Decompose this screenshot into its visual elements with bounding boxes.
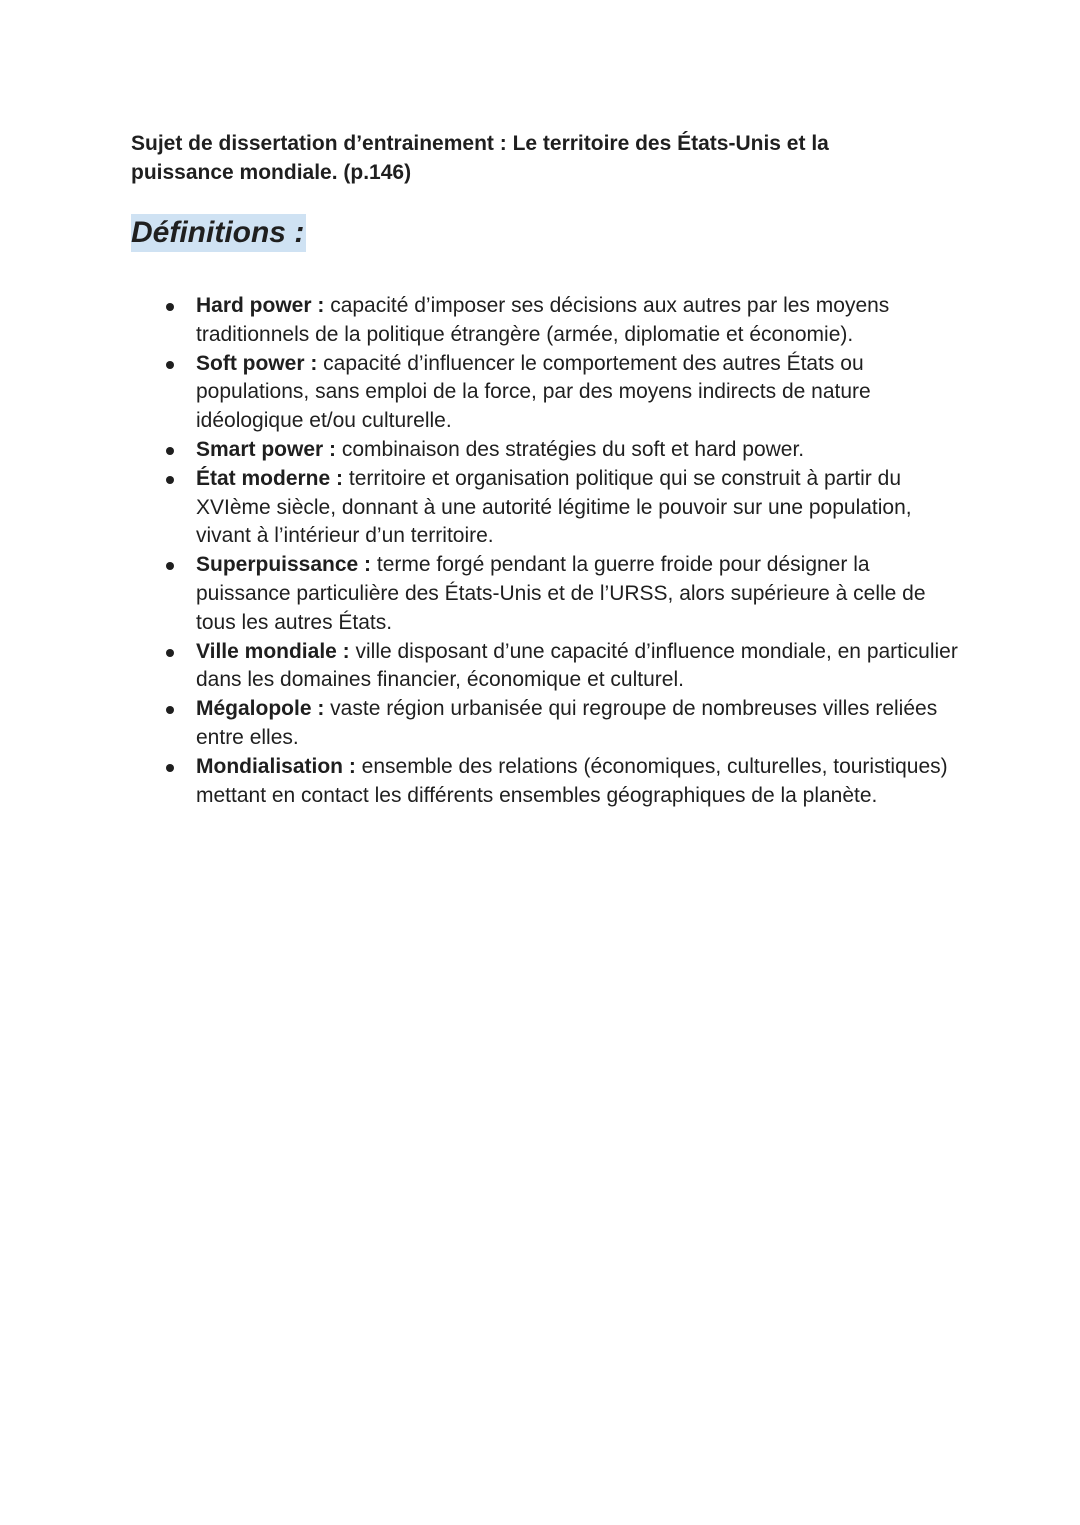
- bullet-icon: [166, 706, 174, 714]
- definition-term: État moderne :: [196, 466, 344, 490]
- definition-term: Mégalopole :: [196, 697, 325, 721]
- definition-item: [162, 753, 962, 811]
- definition-text: capacité d’imposer ses décisions aux autres par les moyens traditionnels de la politique étrangère (armée, diplomatie et économie).: [196, 294, 890, 346]
- definition-text: capacité d’influencer le comportement des autres États ou populations, sans emploi de la force, par des moyens indirects de nature idéologique et/ou culturelle.: [196, 351, 871, 433]
- definition-term: Superpuissance :: [196, 553, 372, 577]
- definition-item: [162, 436, 962, 465]
- bullet-icon: [166, 649, 174, 657]
- bullet-icon: [166, 764, 174, 772]
- definition-text: terme forgé pendant la guerre froide pour désigner la puissance particulière des États-Unis et de l’URSS, alors supérieure à celle de tous les autres États.: [196, 553, 926, 634]
- bullet-icon: [166, 562, 174, 570]
- definition-item: [162, 551, 962, 637]
- definition-item: [162, 465, 962, 551]
- definition-text: territoire et organisation politique qui se construit à partir du XVIème siècle, donnant à une autorité légitime le pouvoir sur une population, vivant à l’intérieur d’un territoire.: [196, 466, 912, 548]
- definition-item: [162, 292, 962, 350]
- definition-term: Mondialisation :: [196, 754, 356, 778]
- definition-term: Smart power :: [196, 437, 337, 461]
- definition-text: ensemble des relations (économiques, culturelles, touristiques) mettant en contact les différents ensembles géographiques de la planète.: [196, 754, 948, 807]
- dissertation-subject: Sujet de dissertation d’entrainement : Le territoire des États-Unis et la puissance mondiale. (p.146): [131, 132, 829, 184]
- definitions-list: [162, 292, 962, 810]
- definition-term: Ville mondiale :: [196, 639, 350, 663]
- definition-term: Soft power :: [196, 351, 318, 375]
- definition-text: ville disposant d’une capacité d’influence mondiale, en particulier dans les domaines financier, économique et culturel.: [196, 639, 958, 692]
- definition-text: vaste région urbanisée qui regroupe de nombreuses villes reliées entre elles.: [196, 697, 938, 749]
- definition-item: [162, 638, 962, 696]
- bullet-icon: [166, 447, 174, 455]
- definition-term: Hard power :: [196, 294, 325, 317]
- bullet-icon: [166, 476, 174, 484]
- bullet-icon: [166, 361, 174, 369]
- definitions-heading: Définitions :: [131, 214, 306, 252]
- bullet-icon: [166, 303, 174, 311]
- definition-text: combinaison des stratégies du soft et hard power.: [336, 437, 805, 461]
- definition-item: [162, 695, 962, 753]
- definition-item: [162, 350, 962, 436]
